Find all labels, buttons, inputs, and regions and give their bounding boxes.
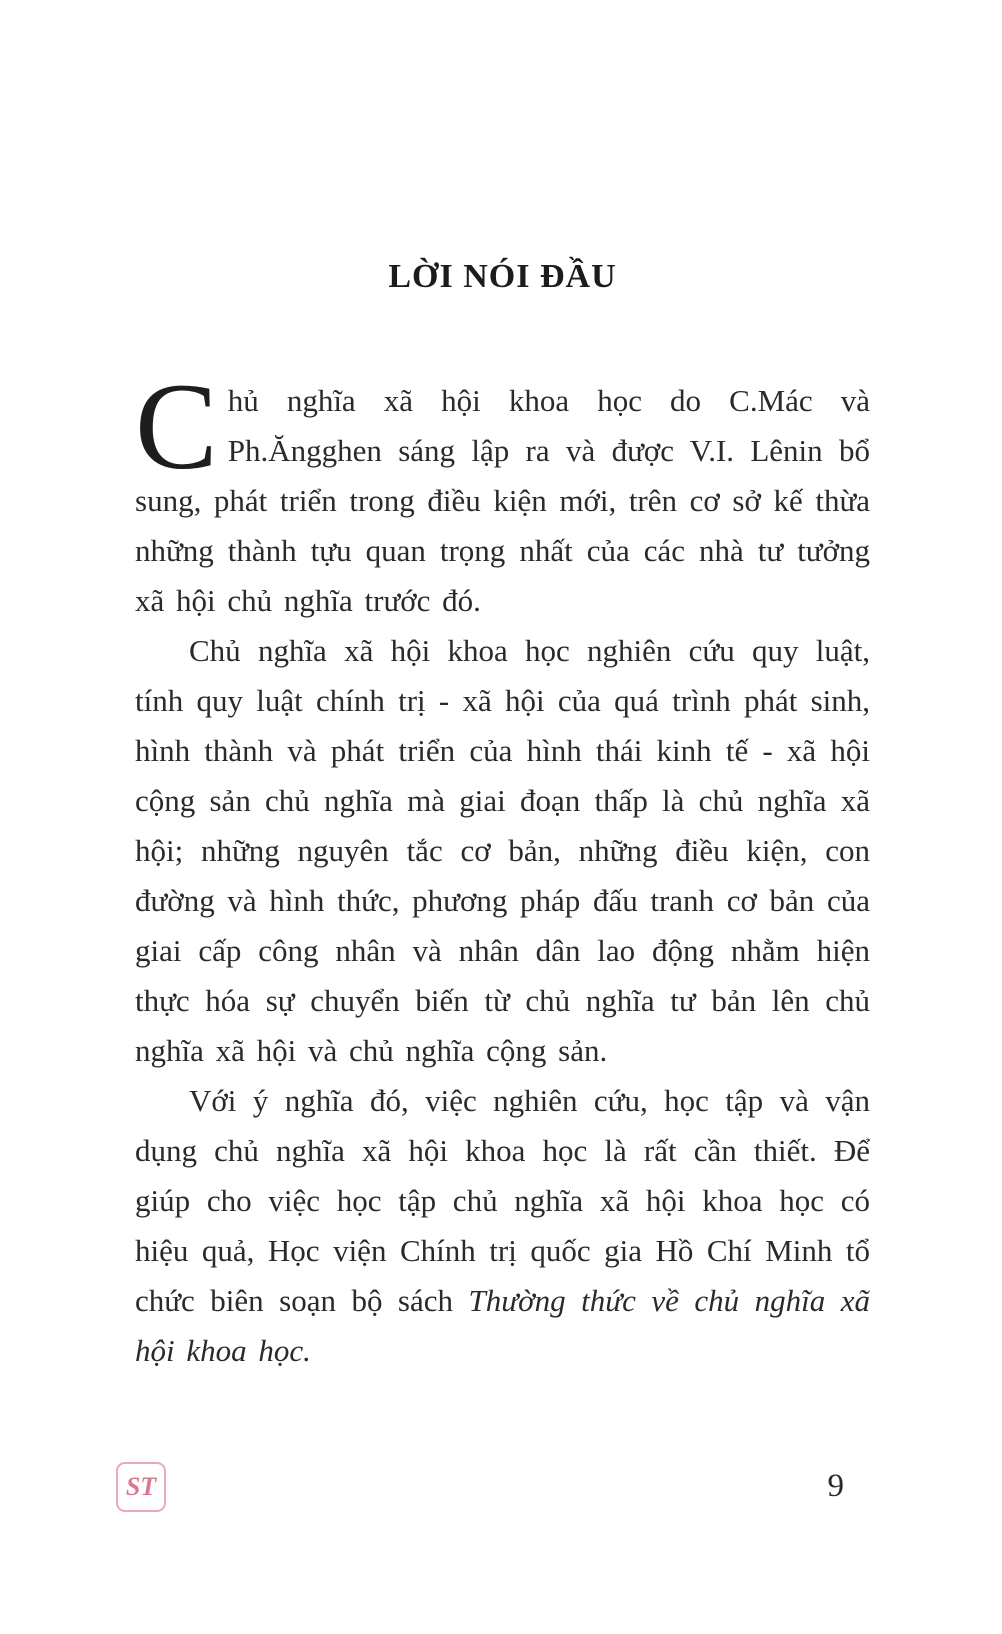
paragraph-1-text: hủ nghĩa xã hội khoa học do C.Mác và Ph.Ăngghen sáng lập ra và được V.I. Lênin bổ sung, phát triển trong điều kiện mới, trên cơ sở kế thừa những thành tựu quan trọng nhất của các nhà tư tưởng xã hội chủ nghĩa trước đó. [135,383,870,618]
page-title: LỜI NÓI ĐẦU [388,258,617,295]
page-number: 9 [827,1468,844,1504]
paragraph-1 [135,358,870,626]
text-column [135,258,870,1376]
paragraph-2: Chủ nghĩa xã hội khoa học nghiên cứu quy luật, tính quy luật chính trị - xã hội của quá trình phát sinh, hình thành và phát triển của hình thái kinh tế - xã hội cộng sản chủ nghĩa mà giai đoạn thấp là chủ nghĩa xã hội; những nguyên tắc cơ bản, những điều kiện, con đường và hình thức, phương pháp đấu tranh cơ bản của giai cấp công nhân và nhân dân lao động nhằm hiện thực hóa sự chuyển biến từ chủ nghĩa tư bản lên chủ nghĩa xã hội và chủ nghĩa cộng sản. [135,633,870,1068]
publisher-logo-monogram: ST [125,1472,157,1501]
paragraph-3 [135,1076,870,1376]
book-title-italic: Thường thức về chủ nghĩa xã hội khoa học. [135,1283,870,1368]
paragraph-3-text: Với ý nghĩa đó, việc nghiên cứu, học tập và vận dụng chủ nghĩa xã hội khoa học là rất cần thiết. Để giúp cho việc học tập chủ nghĩa xã hội khoa học có hiệu quả, Học viện Chính trị quốc gia Hồ Chí Minh tổ chức biên soạn bộ sách [135,1083,870,1318]
publisher-logo [116,1462,166,1512]
drop-cap: C [135,358,218,495]
